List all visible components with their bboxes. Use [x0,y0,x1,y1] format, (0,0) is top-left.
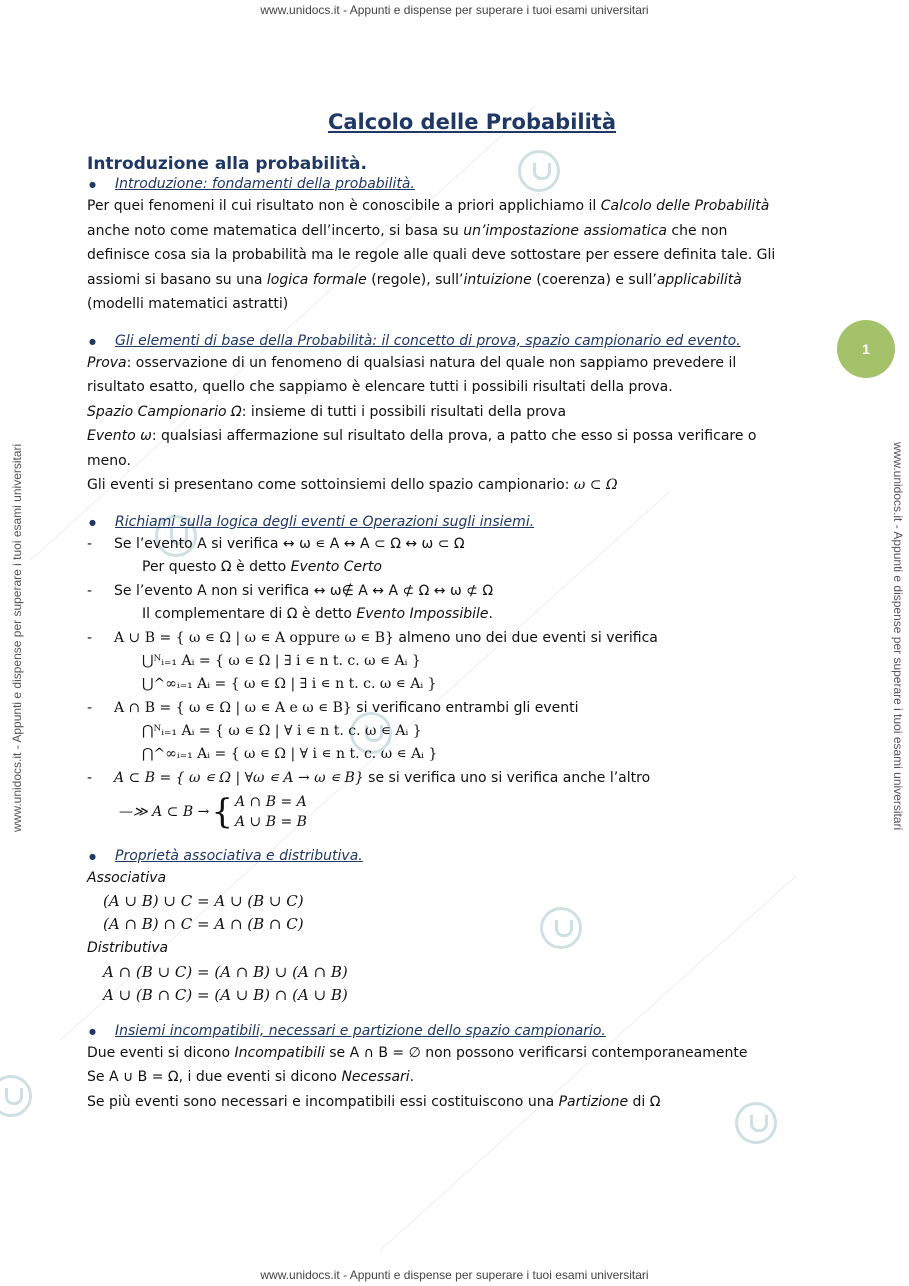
list-item: - Se l’evento A non si verifica ↔ ω∉ A ↔ A ⊄ Ω ↔ ω ⊄ Ω [87,579,827,603]
header-watermark: www.unidocs.it - Appunti e dispense per superare i tuoi esami universitari [260,3,649,17]
formula-line: A ∩ (B ∪ C) = (A ∩ B) ∪ (A ∩ B) [103,962,348,981]
definition-prova: Prova: osservazione di un fenomeno di qualsiasi natura del quale non sappiamo prevedere il [87,354,737,371]
paragraph-line: Due eventi si dicono Incompatibili se A ∩ B = ∅ non possono verificarsi contemporaneamente [87,1044,748,1061]
paragraph-line: meno. [87,452,131,469]
footer-watermark: www.unidocs.it - Appunti e dispense per superare i tuoi esami universitari [260,1268,649,1282]
list-item-note: Il complementare di Ω è detto Evento Impossibile. [142,605,493,622]
list-item: - A ⊂ B = { ω ∊ Ω | ∀ω ∊ A → ω ∊ B} se si verifica uno si verifica anche l’altro [87,766,827,790]
subsection-heading: ● Insiemi incompatibili, necessari e partizione dello spazio campionario. [115,1023,827,1039]
subsection-heading: ● Gli elementi di base della Probabilità: il concetto di prova, spazio campionario ed evento. [115,333,827,349]
property-label: Distributiva [87,940,169,956]
formula-line: ⋃^∞ᵢ₌₁ Aᵢ = { ω ∊ Ω | ∃ i ∊ n t. c. ω ∊ Aᵢ } [142,675,437,692]
paragraph-line: assiomi si basano su una logica formale (regole), sull’intuizione (coerenza) e sull’applicabilità [87,271,742,288]
list-item-note: Per questo Ω è detto Evento Certo [142,558,382,575]
right-side-watermark: www.unidocs.it - Appunti e dispense per superare i tuoi esami universitari [891,442,905,831]
formula-line: ⋂ᴺᵢ₌₁ Aᵢ = { ω ∊ Ω | ∀ i ∊ n t. c. ω ∊ Aᵢ } [142,722,422,739]
section-heading: Introduzione alla probabilità. [87,154,367,174]
formula-line: ⋂^∞ᵢ₌₁ Aᵢ = { ω ∊ Ω | ∀ i ∊ n t. c. ω ∊ Aᵢ } [142,745,438,762]
paragraph-line: Gli eventi si presentano come sottoinsiemi dello spazio campionario: ω ⊂ Ω [87,477,618,493]
subsection-heading: ● Introduzione: fondamenti della probabilità. [115,176,827,192]
document-title: Calcolo delle Probabilità [327,110,617,134]
subsection-heading: ● Proprietà associativa e distributiva. [115,848,827,864]
definition-spazio: Spazio Campionario Ω: insieme di tutti i possibili risultati della prova [87,403,567,420]
formula-line: A ∪ (B ∩ C) = (A ∪ B) ∩ (A ∪ B) [103,985,348,1004]
paragraph-line: (modelli matematici astratti) [87,296,289,312]
list-item: - A ∪ B = { ω ∊ Ω | ω ∊ A oppure ω ∊ B} almeno uno dei due eventi si verifica [87,626,827,650]
unidocs-logo-icon [0,1075,32,1117]
paragraph-line: anche noto come matematica dell’incerto, si basa su un’impostazione assiomatica che non [87,222,728,239]
document-body [87,110,827,1114]
page-number-badge: 1 [837,320,895,378]
list-item: - Se l’evento A si verifica ↔ ω ∊ A ↔ A ⊂ Ω ↔ ω ⊂ Ω [87,532,827,556]
left-side-watermark: www.unidocs.it - Appunti e dispense per superare i tuoi esami universitari [10,443,24,832]
paragraph-line: Se A ∪ B = Ω, i due eventi si dicono Necessari. [87,1069,415,1085]
paragraph-line: Se più eventi sono necessari e incompatibili essi costituiscono una Partizione di Ω [87,1093,661,1110]
list-item: - A ∩ B = { ω ∊ Ω | ω ∊ A e ω ∊ B} si verificano entrambi gli eventi [87,696,827,720]
property-label: Associativa [87,869,167,886]
paragraph-line: risultato esatto, quello che sappiamo è elencare tutti i possibili risultati della prova. [87,379,673,395]
paragraph-line: Per quei fenomeni il cui risultato non è conoscibile a priori applichiamo il Calcolo delle Probabilità [87,198,770,214]
paragraph-line: definisce cosa sia la probabilità ma le regole alle quali deve sottostare per essere definita tale. Gli [87,247,776,263]
formula-line: (A ∩ B) ∩ C = A ∩ (B ∩ C) [103,915,304,933]
implication-formula: —≫ A ⊂ B → { A ∩ B = A A ∪ B = B [119,791,307,832]
subsection-heading: ● Richiami sulla logica degli eventi e Operazioni sugli insiemi. [115,514,827,530]
formula-line: (A ∪ B) ∪ C = A ∪ (B ∪ C) [103,892,304,910]
formula-line: ⋃ᴺᵢ₌₁ Aᵢ = { ω ∊ Ω | ∃ i ∊ n t. c. ω ∊ Aᵢ } [142,652,421,669]
definition-evento: Evento ω: qualsiasi affermazione sul risultato della prova, a patto che esso si possa verificare o [87,428,757,444]
